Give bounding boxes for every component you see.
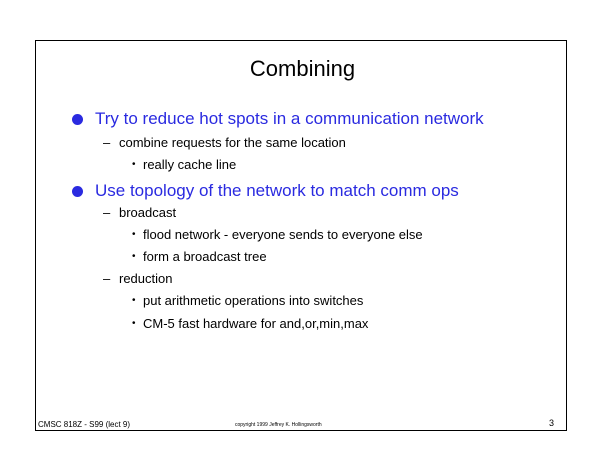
- small-bullet-icon: •: [132, 229, 136, 240]
- footer-course: CMSC 818Z - S99 (lect 9): [38, 420, 131, 429]
- bullet-2-sub-2-sub-2-text: CM-5 fast hardware for and,or,min,max: [143, 316, 369, 331]
- bullet-1-sub-1-text: combine requests for the same location: [119, 135, 346, 150]
- bullet-1-text: Try to reduce hot spots in a communication network: [95, 109, 484, 128]
- bullet-2-sub-1-text: broadcast: [119, 205, 177, 220]
- slide-title: Combining: [249, 56, 356, 81]
- bullet-2-sub-1-sub-1-text: flood network - everyone sends to everyone else: [143, 227, 423, 242]
- bullet-dot-icon: [72, 114, 83, 125]
- bullet-2-sub-2-text: reduction: [119, 271, 173, 286]
- bullet-1-sub-1-sub-1-text: really cache line: [143, 157, 237, 172]
- bullet-2-text: Use topology of the network to match comm ops: [95, 181, 459, 200]
- small-bullet-icon: •: [132, 318, 136, 329]
- dash-icon: –: [103, 135, 111, 150]
- footer-copyright: copyright 1999 Jeffrey K. Hollingsworth: [235, 422, 322, 428]
- page-number: 3: [549, 418, 555, 428]
- small-bullet-icon: •: [132, 251, 136, 262]
- bullet-2-sub-2-sub-1-text: put arithmetic operations into switches: [143, 293, 364, 308]
- dash-icon: –: [103, 205, 111, 220]
- bullet-2-sub-1-sub-2-text: form a broadcast tree: [143, 249, 267, 264]
- small-bullet-icon: •: [132, 159, 136, 170]
- small-bullet-icon: •: [132, 295, 136, 306]
- bullet-dot-icon: [72, 186, 83, 197]
- dash-icon: –: [103, 271, 111, 286]
